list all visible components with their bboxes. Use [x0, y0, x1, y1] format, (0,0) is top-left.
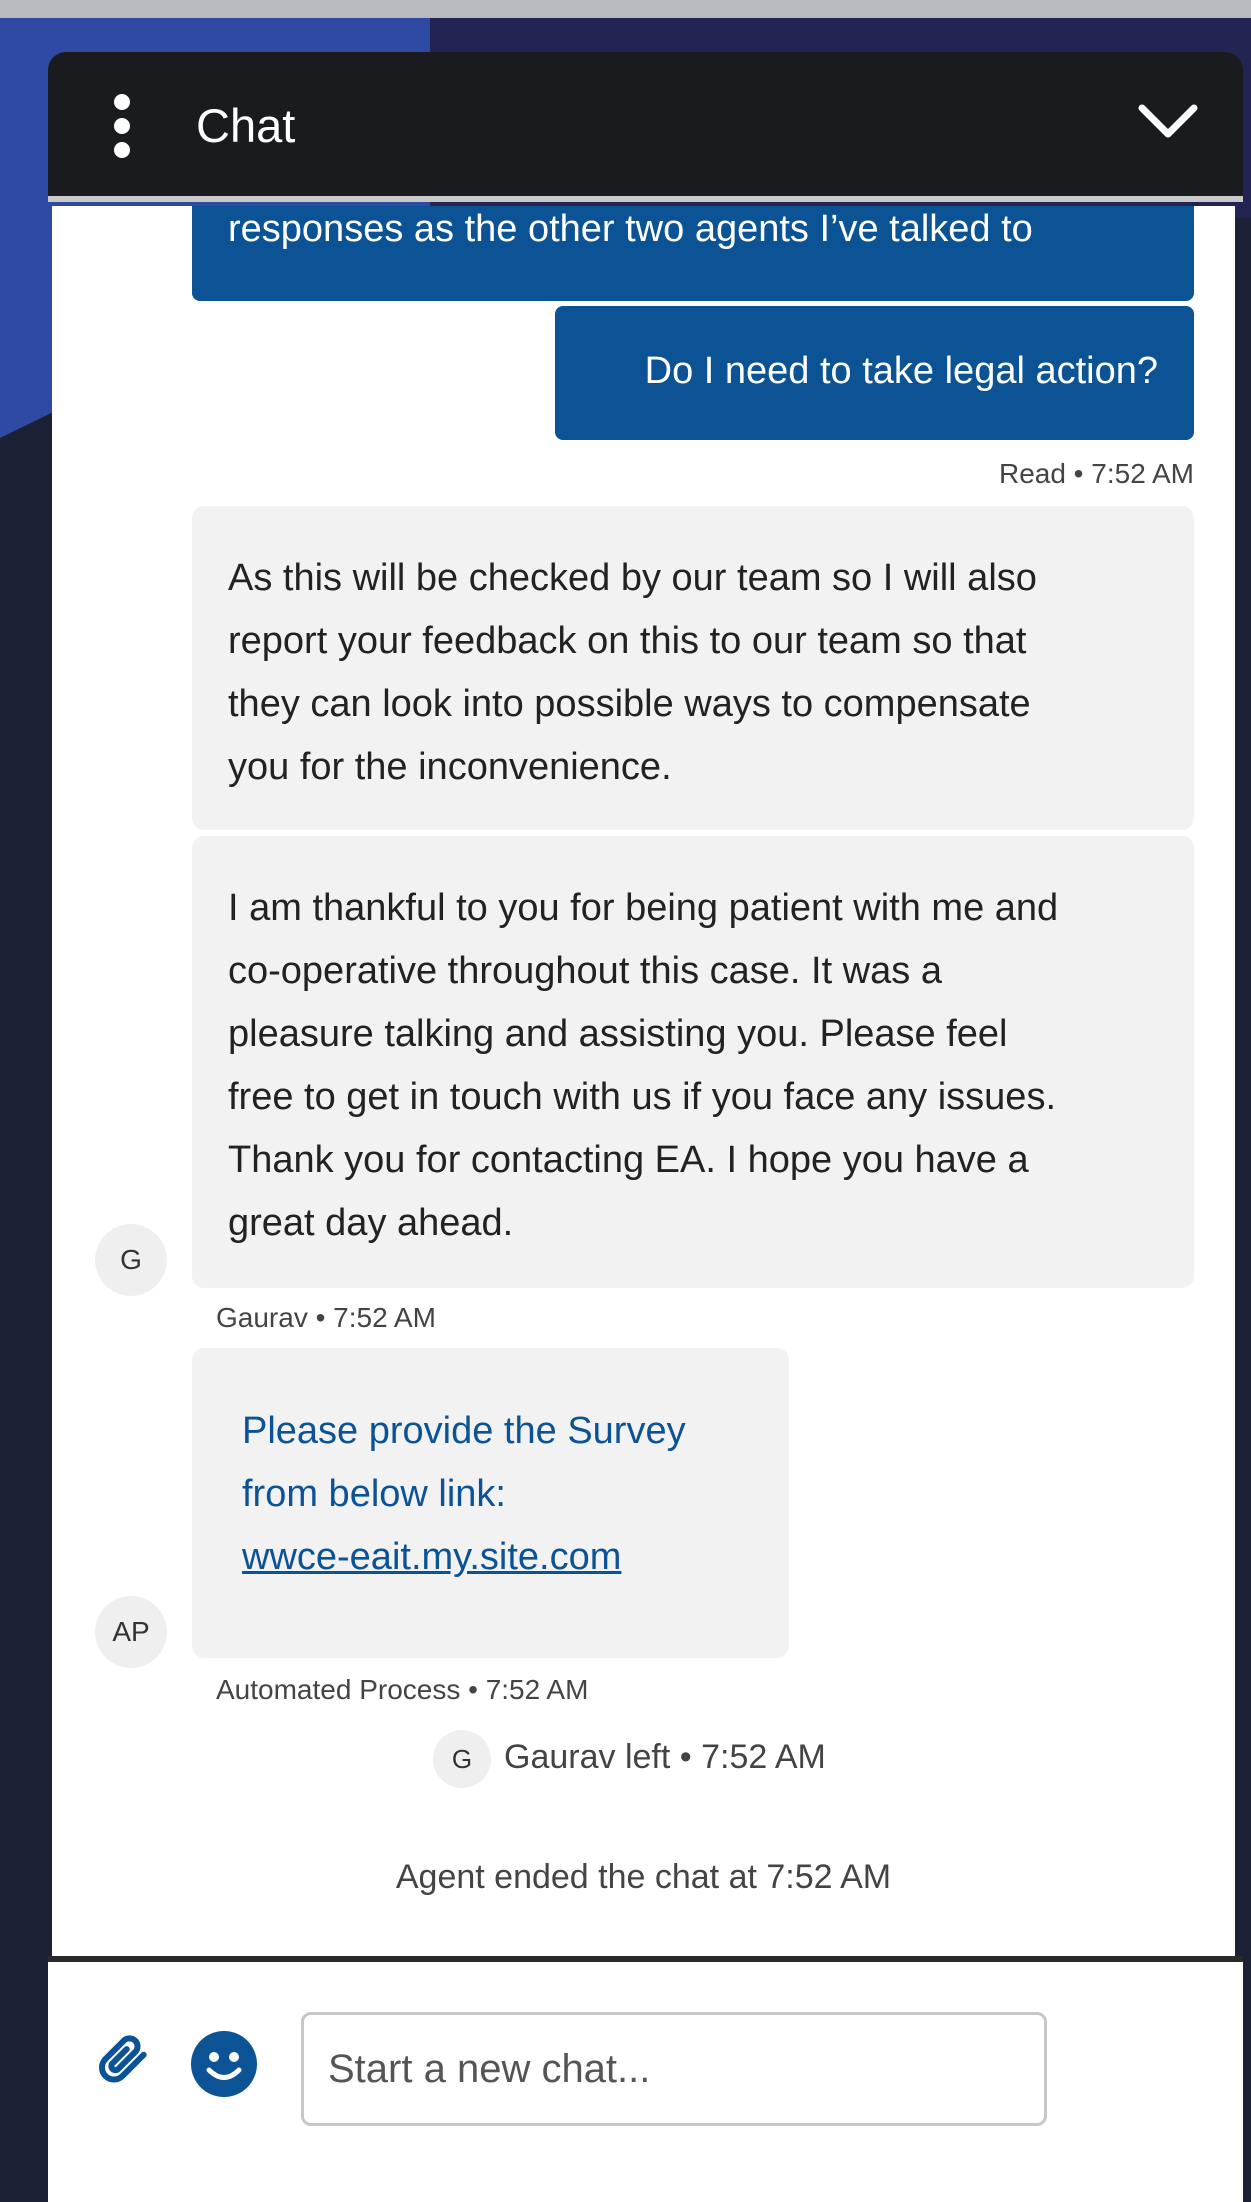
- agent-avatar: G: [95, 1224, 167, 1296]
- header-divider: [48, 196, 1243, 202]
- message-sender-meta: Gaurav • 7:52 AM: [216, 1302, 436, 1333]
- message-line: great day ahead.: [228, 1202, 514, 1244]
- agent-left-avatar: G: [433, 1730, 491, 1788]
- new-chat-input[interactable]: [301, 2012, 1047, 2126]
- message-list[interactable]: [52, 206, 1235, 1956]
- incoming-message: [192, 506, 1194, 830]
- message-line: report your feedback on this to our team so that: [228, 620, 1027, 662]
- outgoing-message: [192, 206, 1194, 301]
- message-line: Thank you for contacting EA. I hope you have a: [228, 1139, 1029, 1181]
- chevron-down-icon: [1136, 94, 1200, 154]
- message-line: As this will be checked by our team so I will also: [228, 557, 1037, 599]
- message-text: Do I need to take legal action?: [644, 350, 1158, 392]
- chat-title: Chat: [196, 99, 296, 152]
- survey-message: [192, 1348, 789, 1658]
- message-line: you for the inconvenience.: [228, 746, 672, 788]
- smiley-icon: [190, 2030, 258, 2098]
- message-line: I am thankful to you for being patient with me and: [228, 887, 1059, 929]
- message-line: pleasure talking and assisting you. Please feel: [228, 1013, 1008, 1055]
- chat-ended-notice: Agent ended the chat at 7:52 AM: [395, 1858, 892, 1896]
- outgoing-message: [555, 306, 1194, 440]
- attach-file-button[interactable]: [94, 2029, 158, 2099]
- bot-avatar: AP: [95, 1596, 167, 1668]
- chat-widget: [48, 52, 1243, 2202]
- agent-left-notice: Gaurav left • 7:52 AM: [504, 1738, 826, 1776]
- message-line: from below link:: [242, 1473, 506, 1515]
- read-receipt: Read • 7:52 AM: [998, 458, 1194, 489]
- more-options-button[interactable]: [104, 94, 140, 158]
- chat-composer: [48, 1962, 1243, 2202]
- browser-top-strip: [0, 0, 1251, 18]
- chat-header: [48, 52, 1243, 196]
- message-line: Please provide the Survey: [242, 1410, 686, 1452]
- emoji-button[interactable]: [190, 2030, 258, 2098]
- message-sender-meta: Automated Process • 7:52 AM: [216, 1674, 589, 1705]
- survey-link[interactable]: wwce-eait.my.site.com: [242, 1536, 622, 1578]
- message-line: they can look into possible ways to compensate: [228, 683, 1031, 725]
- paperclip-icon: [94, 2029, 158, 2099]
- message-line: free to get in touch with us if you face any issues.: [228, 1076, 1057, 1118]
- incoming-message: [192, 836, 1194, 1288]
- minimize-chat-button[interactable]: [1136, 94, 1200, 154]
- message-text: responses as the other two agents I’ve talked to: [228, 208, 1033, 250]
- message-line: co-operative throughout this case. It was a: [228, 950, 942, 992]
